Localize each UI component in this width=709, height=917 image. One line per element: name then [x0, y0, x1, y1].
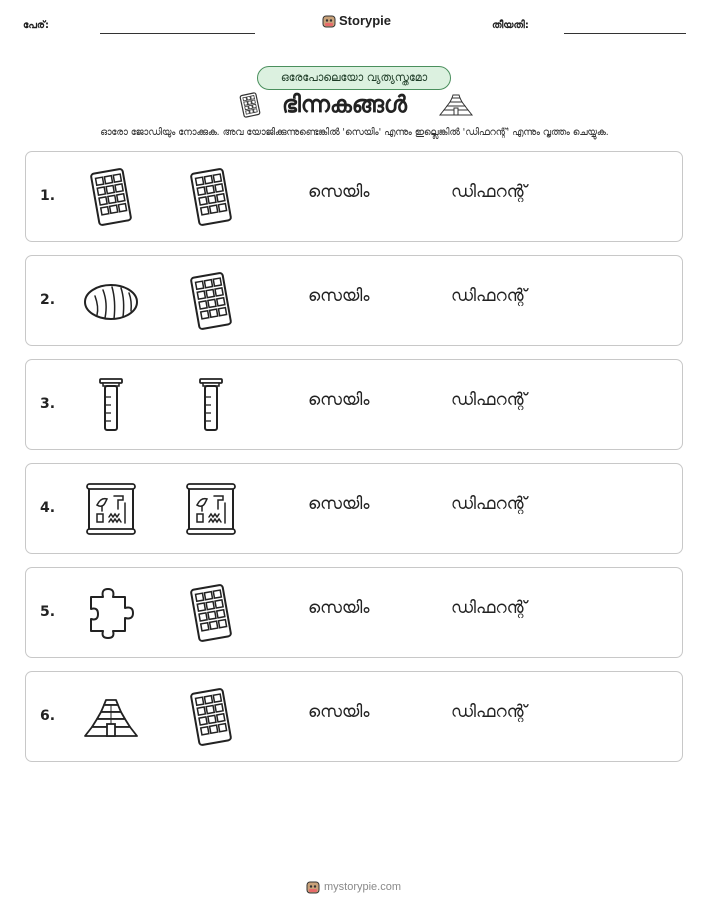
footer-website[interactable]: mystorypie.com [324, 881, 402, 893]
tablet-icon [238, 92, 262, 118]
storypie-mascot-icon [322, 14, 336, 28]
question-number: 2. [40, 292, 56, 308]
question-row-3 [25, 359, 683, 450]
brand-name: Storypie [339, 13, 392, 28]
tablet-icon [181, 271, 241, 331]
question-row-4 [25, 463, 683, 554]
name-label: പേര്: [23, 20, 49, 31]
same-option[interactable]: സെയിം [308, 494, 370, 514]
tablet-icon [181, 167, 241, 227]
name-line[interactable] [100, 33, 255, 34]
bread-icon [81, 271, 141, 331]
same-option[interactable]: സെയിം [308, 182, 370, 202]
puzzle-piece-icon [81, 583, 141, 643]
papyrus-icon [181, 479, 241, 539]
brand-logo [322, 13, 391, 28]
tablet-icon [181, 583, 241, 643]
tablet-icon [181, 687, 241, 747]
question-number: 4. [40, 500, 56, 516]
different-option[interactable]: ഡിഫറന്റ് [451, 702, 527, 722]
papyrus-icon [81, 479, 141, 539]
different-option[interactable]: ഡിഫറന്റ് [451, 286, 527, 306]
pyramid-icon [438, 93, 474, 119]
same-option[interactable]: സെയിം [308, 286, 370, 306]
question-number: 5. [40, 604, 56, 620]
different-option[interactable]: ഡിഫറന്റ് [451, 494, 527, 514]
instructions: ഓരോ ജോഡിയും നോക്കുക. അവ യോജിക്കുന്നുണ്ടെങ്കിൽ 'സെയിം' എന്നും ഇല്ലെങ്കിൽ 'ഡിഫറന്റ്' എന്നും വൃത്തം ചെയ്യുക. [100, 127, 609, 138]
same-option[interactable]: സെയിം [308, 598, 370, 618]
tablet-icon [81, 167, 141, 227]
pyramid-icon [81, 687, 141, 747]
question-row-5 [25, 567, 683, 658]
same-option[interactable]: സെയിം [308, 702, 370, 722]
question-row-1 [25, 151, 683, 242]
footer [306, 880, 401, 894]
category-pill: ഒരേപോലെയോ വ്യത്യസ്തമോ [257, 66, 451, 90]
different-option[interactable]: ഡിഫറന്റ് [451, 598, 527, 618]
question-number: 6. [40, 708, 56, 724]
storypie-mascot-icon [306, 880, 320, 894]
column-icon [81, 375, 141, 435]
question-number: 1. [40, 188, 56, 204]
date-line[interactable] [564, 33, 686, 34]
page-title: ഭിന്നകങ്ങൾ [282, 92, 408, 118]
different-option[interactable]: ഡിഫറന്റ് [451, 390, 527, 410]
column-icon [181, 375, 241, 435]
question-number: 3. [40, 396, 56, 412]
different-option[interactable]: ഡിഫറന്റ് [451, 182, 527, 202]
question-row-2 [25, 255, 683, 346]
question-row-6 [25, 671, 683, 762]
same-option[interactable]: സെയിം [308, 390, 370, 410]
date-label: തീയതി: [492, 20, 529, 31]
